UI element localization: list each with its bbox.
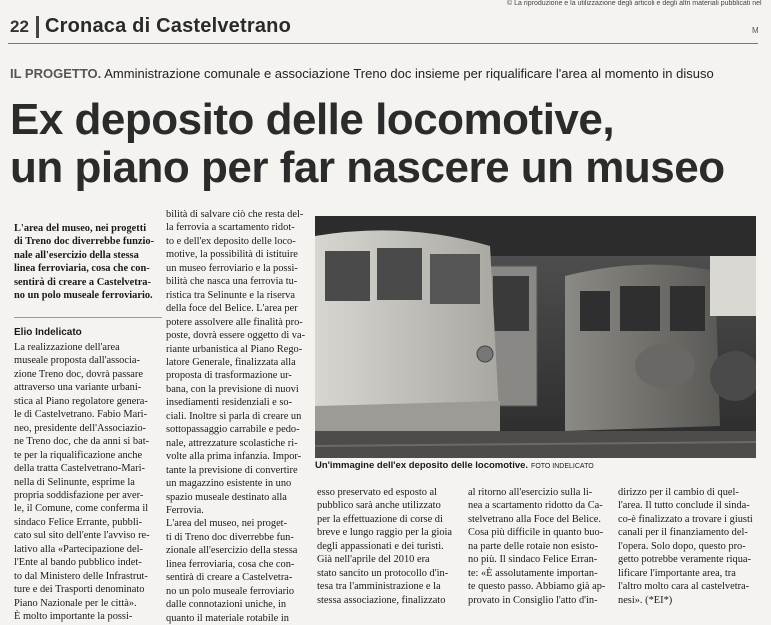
header-divider <box>36 16 39 38</box>
text-line: tesa tra l'amministrazione e la <box>317 581 441 593</box>
text-line: potere assolvere alle finalità pro- <box>166 316 303 328</box>
article-column-3 <box>317 486 463 607</box>
header-rule <box>8 43 758 44</box>
page-number: 22 <box>10 17 29 36</box>
text-line: nea a scartamento ridotto da Ca- <box>468 500 603 512</box>
text-line: un museo ferroviario e la possi- <box>166 262 298 274</box>
text-line: L'area del museo, nei proget- <box>166 518 288 530</box>
text-line: spazio museale destinato alla <box>166 491 287 503</box>
text-line: proposta di trasformazione ur- <box>166 370 292 382</box>
text-line: motive, la possibilità di istituire <box>166 249 298 261</box>
text-line: museale proposta dall'associa- <box>14 355 140 367</box>
text-line: stica al Piano regolatore genera- <box>14 395 148 407</box>
text-line: dalle connotazioni uniche, in <box>166 599 287 611</box>
text-line: poste, dovrà essere oggetto di va- <box>166 330 306 342</box>
text-line: zionale all'esercizio della stessa <box>166 545 298 557</box>
text-line: le di Castelvetrano. Fabio Mari- <box>14 409 148 421</box>
text-line: Cosa più difficile in quanto buo- <box>468 527 604 539</box>
text-line: riante urbanistica al Piano Rego- <box>166 343 303 355</box>
text-line: te per la riqualificazione anche <box>14 449 143 461</box>
summary <box>14 222 164 303</box>
text-line: nella di Selinunte, esprime la <box>14 476 135 488</box>
locomotive-photo-graphic <box>315 216 756 458</box>
text-line: nesi». (*EI*) <box>618 594 673 606</box>
text-line: nale, attrezzature scolastiche ri- <box>166 437 298 449</box>
text-line: È molto importante la possi- <box>14 611 133 623</box>
kicker-text: Amministrazione comunale e associazione Treno doc insieme per riqualificare l'area al momento in disuso <box>104 66 714 81</box>
text-line: ristica tra Selinunte e la riserva <box>166 289 295 301</box>
text-line: quanto il materiale rotabile in <box>166 612 289 624</box>
text-line: La realizzazione dell'area <box>14 342 120 353</box>
locomotive-photo <box>315 216 756 458</box>
text-line: ciali. Inoltre si parla di creare un <box>166 410 302 422</box>
copyright-notice: © La riproduzione e la utilizzazione degli articoli e degli altri materiali pubblicati nel <box>507 0 762 7</box>
text-line: to e dell'ex deposito delle loco- <box>166 235 296 247</box>
text-line: cato sul sito dell'ente l'avviso re- <box>14 530 150 542</box>
text-line: stato sancito un protocollo d'in- <box>317 567 449 579</box>
text-line: volte alla prima infanzia. Impor- <box>166 451 302 463</box>
text-line: Ferrovia. <box>166 504 204 516</box>
text-line: linea ferroviaria, cosa che con- <box>14 263 150 275</box>
text-line: sentirà di creare a Castelvetra- <box>166 572 293 584</box>
text-line: sentirà di creare a Castelvetra- <box>14 276 151 288</box>
headline <box>10 96 725 192</box>
text-line: l'area. Il tutto conclude il sinda- <box>618 500 750 512</box>
text-line: na parte delle rotaie non esisto- <box>468 540 599 552</box>
kicker-label: IL PROGETTO. <box>10 66 102 81</box>
text-line: propria soddisfazione per aver- <box>14 489 144 501</box>
text-line: l'opera. Solo dopo, questo pro- <box>618 540 746 552</box>
text-line: tante la previsione di convertire <box>166 464 298 476</box>
text-line: al ritorno all'esercizio sulla li- <box>468 487 593 498</box>
text-line: esso preservato ed esposto al <box>317 487 438 498</box>
text-line: bana, con la previsione di nuovi <box>166 383 299 395</box>
text-line: te: «È assolutamente importan- <box>468 567 598 579</box>
text-line: ture e dei Trasporti denominato <box>14 584 145 596</box>
text-line: ti di Treno doc diverrebbe fun- <box>166 531 294 543</box>
text-line: getto potrebbe veramente riqua- <box>618 554 751 566</box>
article-column-2 <box>166 208 312 625</box>
text-line: bilità che nasca una ferrovia tu- <box>166 276 298 288</box>
text-line: un magazzino esistente in uno <box>166 478 292 490</box>
text-line: Già nell'aprile del 2010 era <box>317 554 430 566</box>
text-line: no più. Il sindaco Felice Erran- <box>468 554 598 566</box>
text-line: l'Ente al bando pubblico indet- <box>14 557 142 569</box>
text-line: dirizzo per il cambio di quel- <box>618 487 739 498</box>
text-line: bilità di salvare ciò che resta del- <box>166 209 304 220</box>
photo-credit: FOTO INDELICATO <box>531 463 594 470</box>
article-column-5 <box>618 486 764 607</box>
headline-line-2: un piano per far nascere un museo <box>10 143 725 192</box>
text-line: la ferrovia a scartamento ridot- <box>166 222 295 234</box>
text-line: per la effettuazione di corse di <box>317 513 443 525</box>
article-column-4 <box>468 486 614 607</box>
text-line: della foce del Belice. L'area per <box>166 303 298 315</box>
photo-caption <box>315 460 594 471</box>
text-line: l'altro molto cara al castelvetra- <box>618 581 750 593</box>
text-line: te questo passo. Abbiamo già ap- <box>468 581 606 593</box>
text-line: breve e lungo raggio per la gioia <box>317 527 453 539</box>
text-line: canali per il finanziamento del- <box>618 527 748 539</box>
photo-caption-text: Un'immagine dell'ex deposito delle locomotive. <box>315 460 529 471</box>
text-line: nale all'esercizio della stessa <box>14 249 139 261</box>
text-line: della tratta Castelvetrano-Mari- <box>14 463 145 475</box>
text-line: no un polo museale ferroviario. <box>14 290 153 302</box>
section-title: Cronaca di Castelvetrano <box>45 15 291 37</box>
text-line: no un polo museale ferroviario <box>166 585 295 597</box>
text-line: le, il Comune, come conferma il <box>14 503 149 515</box>
byline: Elio Indelicato <box>14 327 82 338</box>
text-line: attraverso una variante urbani- <box>14 382 142 394</box>
headline-line-1: Ex deposito delle locomotive, <box>10 95 615 144</box>
text-line: sottopassaggio carrabile e pedo- <box>166 424 300 436</box>
text-line: L'area del museo, nei progetti <box>14 223 147 234</box>
text-line: insediamenti residenziali e so- <box>166 397 293 409</box>
text-line: pubblico sarà anche utilizzato <box>317 500 441 512</box>
text-line: co-è finalizzato a trovare i giusti <box>618 513 753 525</box>
text-line: ne Treno doc, che da anni si bat- <box>14 436 150 448</box>
text-line: lificare l'importante area, tra <box>618 567 736 579</box>
text-line: zione Treno doc, dovrà passare <box>14 368 143 380</box>
text-line: neo, presidente dell'Associazio- <box>14 422 146 434</box>
summary-rule <box>14 317 162 318</box>
text-line: lativo alla «Partecipazione del- <box>14 543 143 555</box>
text-line: stessa associazione, finalizzato <box>317 594 446 606</box>
text-line: linea ferroviaria, cosa che con- <box>166 558 295 570</box>
article-column-1 <box>14 341 164 624</box>
text-line: Piano Nazionale per le città». <box>14 597 137 609</box>
text-line: di Treno doc diverrebbe funzio- <box>14 236 155 248</box>
text-line: degli appassionati e dei turisti. <box>317 540 444 552</box>
text-line: stelvetrano alla Foce del Belice. <box>468 513 602 525</box>
text-line: to dal Ministero delle Infrastrut- <box>14 570 148 582</box>
text-line: provato in Consiglio l'atto d'in- <box>468 594 598 606</box>
kicker <box>10 66 714 81</box>
corner-mark: M <box>752 26 759 35</box>
text-line: sindaco Felice Errante, pubbli- <box>14 516 143 528</box>
text-line: latore Generale, finalizzata alla <box>166 356 296 368</box>
